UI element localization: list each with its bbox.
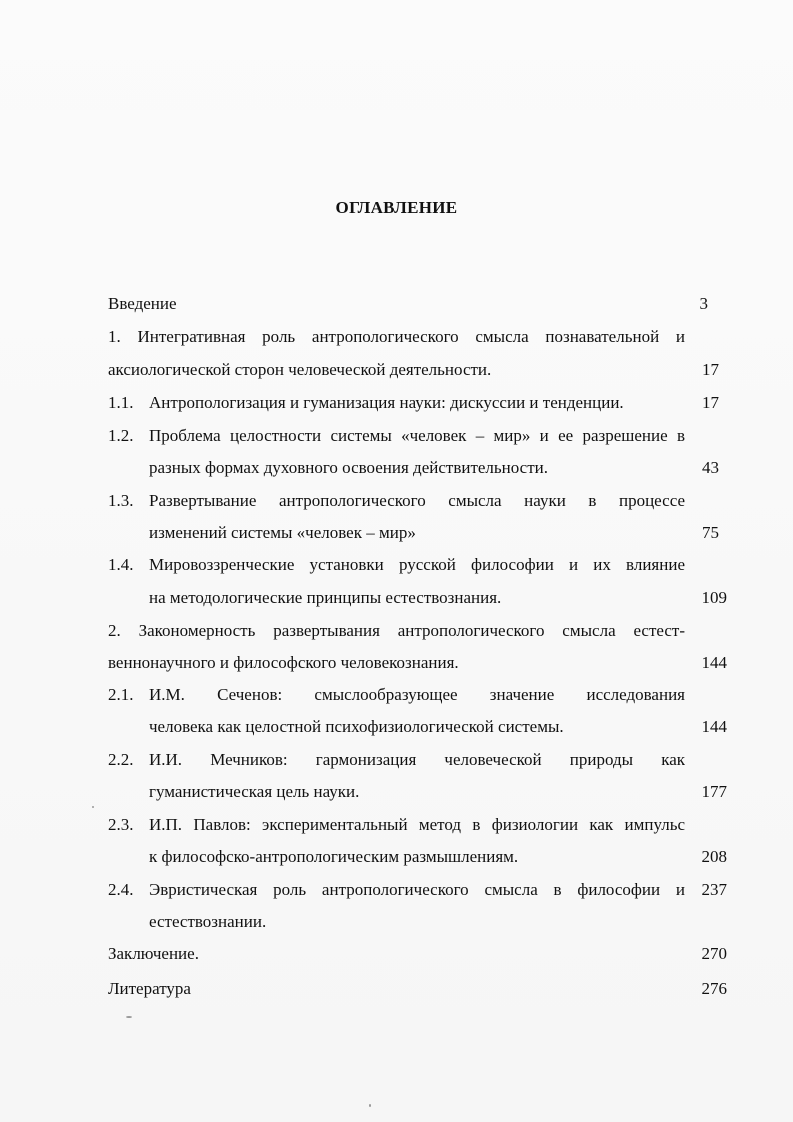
toc-entry-1-2-line-2: разных формах духовного освоения действительности. [149, 458, 548, 477]
toc-entry-2-3-line-2: к философско-антропологическим размышлениям. [149, 847, 519, 866]
toc-entry-2-2-number: 2.2. [108, 750, 134, 769]
toc-entry-1-2-line-1: Проблема целостности системы «человек – мир» и ее разрешение в [149, 426, 685, 445]
toc-entry-2-3-line-1: И.П. Павлов: экспериментальный метод в физиологии как импульс [149, 815, 685, 834]
toc-entry-2-2-line-1: И.И. Мечников: гармонизация человеческой природы как [149, 750, 685, 769]
toc-entry-2-2-line-2: гуманистическая цель науки. [149, 782, 360, 801]
toc-entry-1-4-line-2: на методологические принципы естествознания. [149, 588, 502, 607]
toc-entry-1-3-page: 75 [702, 523, 719, 542]
toc-entry-1-1-line-1: Антропологизация и гуманизация науки: дискуссии и тенденции. [149, 393, 624, 412]
scan-speck [126, 1016, 132, 1018]
toc-entry-1-4-number: 1.4. [108, 555, 134, 574]
toc-entry-2-4-page: 237 [701, 880, 727, 899]
page-title: ОГЛАВЛЕНИЕ [335, 198, 458, 217]
toc-entry-1-2-number: 1.2. [108, 426, 134, 445]
toc-entry-2-4-line-1: Эвристическая роль антропологического смысла в философии и [149, 880, 685, 899]
toc-entry-chapter-1-page: 17 [702, 360, 719, 379]
toc-entry-2-1-number: 2.1. [108, 685, 134, 704]
toc-entry-chapter-1-line-1: 1. Интегративная роль антропологического смысла познавательной и [108, 327, 685, 346]
toc-entry-conclusion-label: Заключение. [108, 944, 199, 963]
toc-entry-2-3-page: 208 [701, 847, 727, 866]
toc-entry-2-3-number: 2.3. [108, 815, 134, 834]
toc-entry-2-1-line-1: И.М. Сеченов: смыслообразующее значение исследования [149, 685, 685, 704]
toc-entry-chapter-2-page: 144 [701, 653, 727, 672]
toc-entry-1-3-number: 1.3. [108, 491, 134, 510]
toc-entry-2-4-number: 2.4. [108, 880, 134, 899]
toc-entry-1-2-page: 43 [702, 458, 719, 477]
toc-entry-1-4-line-1: Мировоззренческие установки русской философии и их влияние [149, 555, 685, 574]
toc-entry-chapter-1-line-2: аксиологической сторон человеческой деятельности. [108, 360, 492, 379]
toc-entry-conclusion-page: 270 [701, 944, 727, 963]
toc-entry-1-4-page: 109 [701, 588, 727, 607]
toc-entry-2-2-page: 177 [701, 782, 727, 801]
toc-entry-bibliography-page: 276 [701, 979, 727, 998]
toc-entry-intro-page: 3 [699, 294, 708, 313]
toc-entry-bibliography-label: Литература [108, 979, 191, 998]
toc-entry-intro-label: Введение [108, 294, 177, 313]
toc-entry-2-1-line-2: человека как целостной психофизиологической системы. [149, 717, 564, 736]
toc-entry-1-1-page: 17 [702, 393, 719, 412]
toc-entry-1-3-line-1: Развертывание антропологического смысла науки в процессе [149, 491, 685, 510]
toc-entry-chapter-2-line-2: веннонаучного и философского человекознания. [108, 653, 459, 672]
scan-speck [92, 806, 94, 808]
scan-speck [369, 1104, 371, 1107]
toc-entry-1-1-number: 1.1. [108, 393, 134, 412]
toc-entry-2-1-page: 144 [701, 717, 727, 736]
toc-entry-1-3-line-2: изменений системы «человек – мир» [149, 523, 416, 542]
toc-entry-2-4-line-2: естествознании. [149, 912, 267, 931]
toc-entry-chapter-2-line-1: 2. Закономерность развертывания антропологического смысла естест- [108, 621, 685, 640]
